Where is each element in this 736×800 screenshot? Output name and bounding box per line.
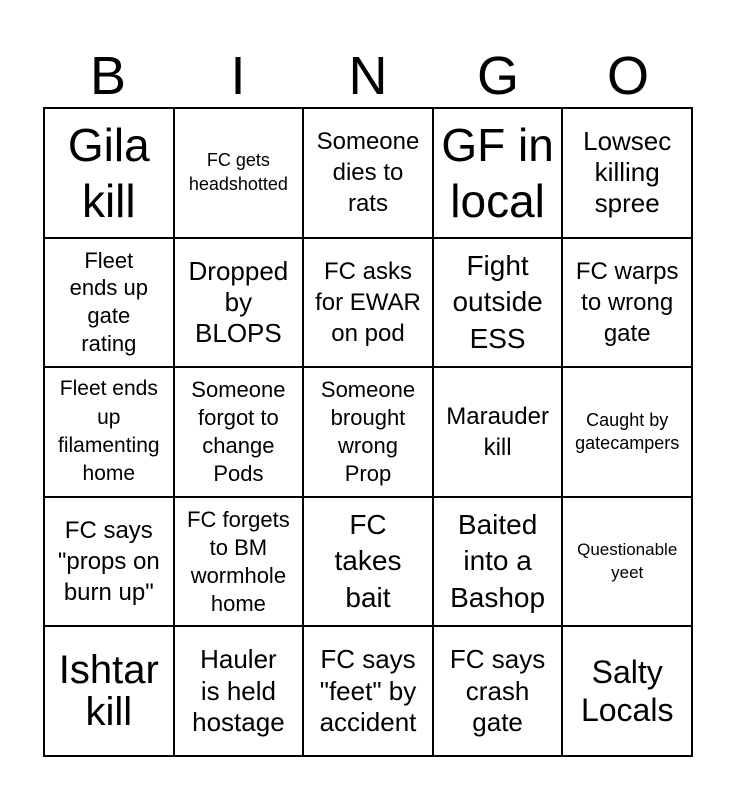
header-letter-o: O [606,46,649,106]
bingo-cell-r4-c1[interactable] [44,497,174,627]
cell-text: Salty Locals [580,653,674,729]
bingo-board [43,107,693,757]
bingo-cell-r1-c3[interactable] [303,108,433,238]
header-letter-b: B [89,46,127,106]
cell-text: FC says "feet" by accident [319,644,417,737]
bingo-cell-r3-c4[interactable] [433,367,563,497]
bingo-cell-r2-c5[interactable] [562,238,692,368]
cell-text: Marauder kill [446,402,549,461]
cell-text: FC takes bait [334,509,402,613]
bingo-cell-r5-c4[interactable] [433,626,563,756]
cell-text: FC says crash gate [449,644,546,737]
bingo-cell-r4-c4[interactable] [433,497,563,627]
bingo-cell-r4-c3[interactable] [303,497,433,627]
cell-text: Dropped by BLOPS [188,255,289,348]
cell-text: Baited into a Bashop [450,509,546,613]
bingo-cell-r5-c2[interactable] [174,626,304,756]
cell-text: Caught by gatecampers [575,409,680,453]
header-letter-n: N [348,46,388,106]
bingo-cell-r3-c2[interactable] [174,367,304,497]
cell-text: Someone forgot to change Pods [191,377,286,486]
bingo-cell-r5-c5[interactable] [562,626,692,756]
header-letter-g: G [476,46,519,106]
cell-text: Hauler is held hostage [192,644,285,737]
bingo-cell-r2-c4[interactable] [433,238,563,368]
bingo-cell-r5-c1[interactable] [44,626,174,756]
cell-text: GF in local [441,118,554,227]
cell-text: Someone brought wrong Prop [320,377,416,486]
bingo-cell-r2-c2[interactable] [174,238,304,368]
bingo-cell-r3-c3[interactable] [303,367,433,497]
cell-text: FC warps to wrong gate [575,257,679,347]
bingo-cell-r2-c1[interactable] [44,238,174,368]
bingo-header [43,44,693,108]
cell-text: Fleet ends up gate rating [69,247,148,357]
cell-text: Lowsec killing spree [583,126,672,219]
cell-text: Questionable yeet [577,539,678,582]
bingo-cell-r4-c5[interactable] [562,497,692,627]
bingo-cell-r4-c2[interactable] [174,497,304,627]
cell-text: FC gets headshotted [188,150,288,194]
cell-text: FC says "props on burn up" [57,516,160,607]
cell-text: FC asks for EWAR on pod [315,257,421,347]
bingo-cell-r3-c1[interactable] [44,367,174,497]
bingo-cell-r3-c5[interactable] [562,367,692,497]
bingo-cell-r1-c5[interactable] [562,108,692,238]
bingo-cell-r1-c1[interactable] [44,108,174,238]
cell-text: Ishtar kill [58,648,159,735]
bingo-cell-r1-c4[interactable] [433,108,563,238]
bingo-cell-r5-c3[interactable] [303,626,433,756]
bingo-cell-r2-c3[interactable] [303,238,433,368]
cell-text: Fleet ends up filamenting home [58,377,160,486]
cell-text: Someone dies to rats [316,128,420,218]
header-letter-i: I [230,46,246,106]
cell-text: FC forgets to BM wormhole home [187,506,290,616]
cell-text: Gila kill [67,118,150,227]
bingo-cell-r1-c2[interactable] [174,108,304,238]
cell-text: Fight outside ESS [452,249,543,354]
